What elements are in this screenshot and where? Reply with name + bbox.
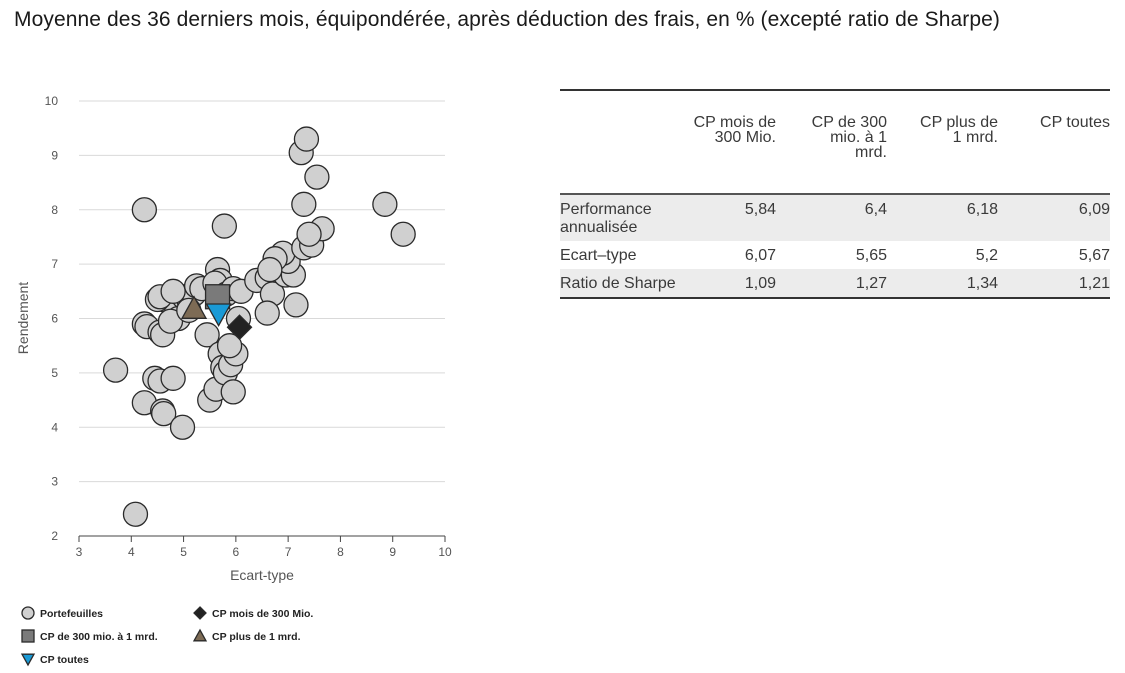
x-tick-label: 9 [389,545,397,559]
legend-marker [22,654,34,665]
table-cell: 5,65 [855,247,887,264]
table-cell: 1,27 [855,275,887,292]
column-header: CP plus de 1 mrd. [920,114,998,146]
table-row [560,269,1110,298]
portfolio-point [161,279,185,303]
row-label: Ecart–type [560,247,637,264]
legend-marker [194,607,206,619]
legend-label: CP mois de 300 Mio. [212,608,314,620]
table-cell: 1,34 [966,275,998,292]
column-header: CP mois de 300 Mio. [693,114,776,146]
table-cell: 6,07 [744,247,776,264]
portfolio-point [123,502,147,526]
table-cell: 1,21 [1078,275,1110,292]
x-axis-ticks [76,536,452,559]
x-tick-label: 8 [337,545,344,559]
portfolio-point [391,222,415,246]
portfolio-point [104,358,128,382]
portfolio-point [258,258,282,282]
table-cell: 6,18 [966,201,998,218]
y-tick-label: 4 [51,420,58,435]
y-tick-label: 8 [51,202,58,217]
x-tick-label: 7 [284,545,292,559]
y-tick-label: 6 [51,311,58,326]
row-label: Performance annualisée [560,201,652,236]
table-header-cell [776,90,887,194]
data-points [104,127,416,526]
y-axis-label: Rendement [15,281,31,355]
table-header-empty [560,90,678,194]
portfolio-point [171,415,195,439]
x-tick-label: 6 [232,545,240,559]
chart-title: Moyenne des 36 derniers mois, équipondérée, après déduction des frais, en % (excepté ratio de Sharpe) [14,8,1001,31]
table-cell: 5,67 [1078,247,1110,264]
table-row [560,194,1110,241]
y-tick-label: 9 [51,148,58,163]
table-cell: 6,09 [1078,201,1110,218]
column-header: CP de 300 mio. à 1 mrd. [811,114,887,161]
legend-marker [22,630,34,642]
table-cell: 6,4 [864,201,887,218]
table-row [560,241,1110,269]
table-cell: 1,09 [744,275,776,292]
y-tick-label: 2 [51,529,58,543]
portfolio-point [297,222,321,246]
table-header-cell [678,90,776,194]
row-label: Ratio de Sharpe [560,275,676,292]
x-tick-label: 4 [127,545,135,559]
portfolio-point [373,192,397,216]
portfolio-point [284,293,308,317]
y-tick-label: 5 [51,365,58,380]
legend-label: Portefeuilles [40,608,104,620]
x-tick-label: 10 [438,545,452,559]
portfolio-point [255,301,279,325]
portfolio-point [292,192,316,216]
table-header-cell [998,90,1110,194]
table-header-cell [887,90,998,194]
y-tick-label: 3 [51,474,58,489]
portfolio-point [294,127,318,151]
legend-label: CP de 300 mio. à 1 mrd. [40,631,158,643]
statistics-table [560,89,1110,299]
table-cell: 5,84 [744,201,776,218]
legend-marker [194,630,206,641]
legend-marker [22,607,34,619]
portfolio-point [132,198,156,222]
column-header: CP toutes [1040,114,1110,131]
y-axis-ticks [45,94,59,543]
x-axis-label: Ecart-type [230,567,294,583]
portfolio-point [221,380,245,404]
chart-legend [22,607,313,666]
y-tick-label: 10 [44,94,58,108]
y-tick-label: 7 [51,257,58,272]
legend-label: CP toutes [40,654,89,666]
portfolio-point [161,366,185,390]
legend-label: CP plus de 1 mrd. [212,631,301,643]
portfolio-point [305,165,329,189]
table-cell: 5,2 [975,247,998,264]
portfolio-point [212,214,236,238]
scatter-chart [0,80,470,673]
table-header-row [560,90,1110,194]
x-tick-label: 3 [75,545,83,559]
x-tick-label: 5 [180,545,187,559]
